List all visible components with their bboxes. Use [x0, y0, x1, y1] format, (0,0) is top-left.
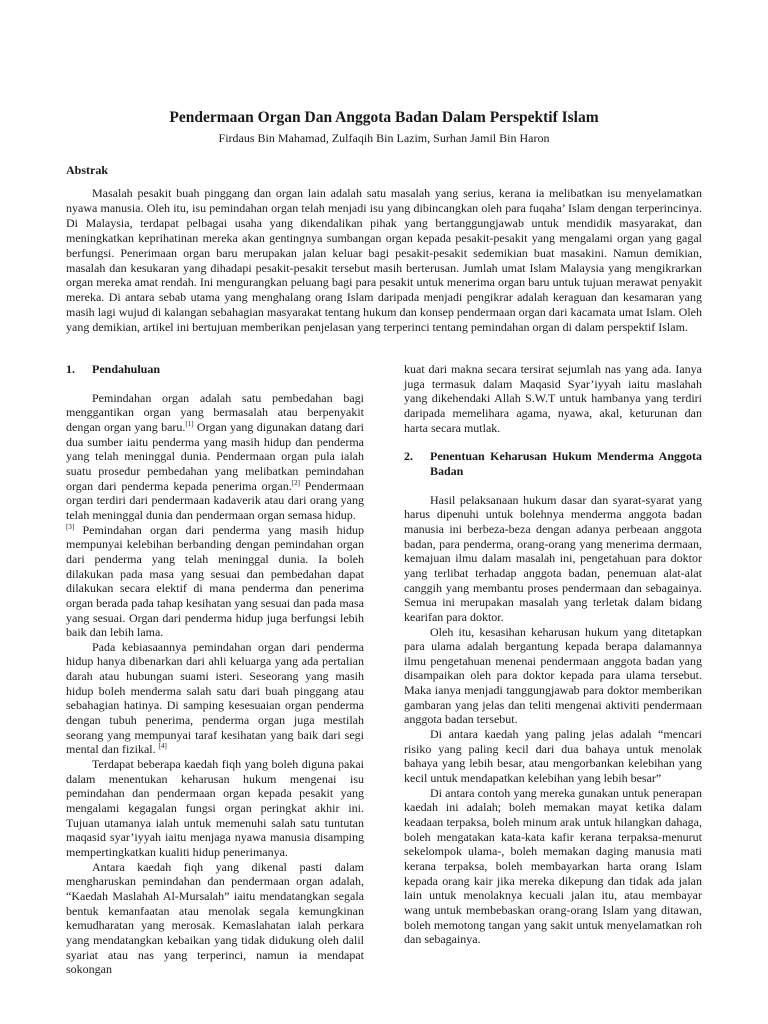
section-1-title: Pendahuluan	[92, 362, 161, 376]
section-1-number: 1.	[66, 362, 75, 376]
body-columns	[66, 362, 702, 977]
paper-header	[66, 108, 702, 335]
section-1-paragraph-3: Terdapat beberapa kaedah fiqh yang boleh diguna pakai dalam menentukan keharusan hukum mengenai isu pemindahan dan pendermaan organ kepada pesakit yang mengalami kegagalan fungsi organ peringkat akhir ini. Tujuan utamanya ialah untuk memenuhi salah satu tuntutan maqasid syar’iyyah iaitu menjaga nyawa manusia disamping mempertingkatkan kualiti hidup penerimanya.	[66, 757, 364, 859]
section-2-paragraph-4: Di antara contoh yang mereka gunakan untuk penerapan kaedah ini adalah; boleh memakan mayat ketika dalam keadaan terpaksa, boleh minum arak untuk hilangkan dahaga, boleh mengatakan kata-kata kafir kerana terpaksa-menurut sekelompok ulama-, boleh memakan daging manusia mati kerana terpaksa, boleh membayarkan harta orang Islam kepada orang kair jika mereka dikepung dan tidak ada jalan lain untuk menolaknya kecuali jalan itu, atau membayar wang untuk membebaskan orang-orang Islam yang ditawan, boleh memotong tangan yang sakit untuk menyelamatkan roh dan sebagainya.	[404, 785, 702, 947]
section-2-paragraph-2: Oleh itu, kesasihan keharusan hukum yang ditetapkan para ulama adalah bergantung kepada berapa dalamannya ilmu pengetahuan menenai pendermaan anggota badan yang disampaikan oleh para doktor kepada para ulama tersebut. Maka ianya menjadi tanggungjawab para doktor memberikan gambaran yang jelas dan teliti mengenai aktiviti pendermaan anggota badan tersebut.	[404, 624, 702, 727]
text-run: Organ yang digunakan datang dari dua sumber iaitu penderma yang masih hidup dan penderma yang telah meninggal dunia. Pendermaan organ pula ialah suatu prosedur pembedahan yang melibatkan pemindahan organ dari penderma kepada penerima organ.	[66, 419, 364, 493]
left-column	[66, 362, 364, 977]
section-1-paragraph-2	[66, 640, 364, 757]
section-1-paragraph-4: Antara kaedah fiqh yang dikenal pasti dalam mengharuskan pemindahan dan pendermaan organ adalah, “Kaedah Maslahah Al-Mursalah” iaitu mendatangkan segala bentuk kemanfaatan atau menolak segala kemungkinan kemudharatan yang merosak. Kemaslahatan ialah perkara yang mendatangkan kebaikan yang tidak didukung oleh dalil syariat atau nas yang terperinci, namun ia mendapat sokongan	[66, 859, 364, 977]
section-1-heading	[66, 362, 364, 377]
text-run: Pemindahan organ dari penderma yang masih hidup mempunyai kelebihan berbanding dengan pemindahan organ dari penderma yang telah meninggal dunia. Ia boleh dilakukan pada masa yang sesuai dan pembedahan dapat dilakukan secara elektif di mana penderma dan penerima organ berada pada tahap kesihatan yang sesuai dan pada masa yang sesuai. Organ dari penderma hidup juga berfungsi lebih baik dan lebih lama.	[66, 522, 364, 640]
text-run: Pada kebiasaannya pemindahan organ dari penderma hidup hanya dibenarkan dari ahli keluarga yang ada pertalian darah atau hubungan suami isteri. Seseorang yang masih hidup boleh menderma salah satu dari buah pinggang atau sebahagian hatinya. Di samping kesesuaian organ penderma dengan tubuh penerima, penderma organ juga mestilah seorang yang mempunyai taraf kesihatan yang baik dari segi mental dan fizikal.	[66, 639, 364, 757]
citation-ref: [3]	[66, 522, 75, 531]
abstract-heading: Abstrak	[66, 163, 109, 177]
section-2-paragraph-1: Hasil pelaksanaan hukum dasar dan syarat-syarat yang harus dipenuhi untuk bolehnya menderma anggota badan manusia ini berbeza-beza dengan adanya perbeaan anggota badan, para penderma, orang-orang yang menerima dermaan, kemajuan ilmu dalam masalah ini, pengetahuan para doktor yang terlibat terhadap anggota badan, penemuan alat-alat canggih yang membantu proses pendermaan dan sebagainya. Semua ini merupakan masalah yang terletak dalam bidang kearifan para doktor.	[404, 492, 702, 624]
section-2-number: 2.	[404, 449, 413, 464]
section-2-title: Penentuan Keharusan Hukum Menderma Anggota Badan	[430, 449, 702, 478]
paper-authors: Firdaus Bin Mahamad, Zulfaqih Bin Lazim, Surhan Jamil Bin Haron	[218, 131, 550, 145]
text-run: Pemindahan organ adalah satu pembedahan bagi menggantikan organ yang bermasalah atau berpenyakit dengan organ yang baru.	[66, 390, 364, 434]
right-column	[404, 362, 702, 977]
section-1-paragraph-1	[66, 391, 364, 640]
citation-ref: [4]	[158, 742, 167, 751]
section-2-heading	[404, 449, 702, 478]
paper-title: Pendermaan Organ Dan Anggota Badan Dalam Perspektif Islam	[169, 109, 599, 126]
section-1-paragraph-4-continued: kuat dari makna secara tersirat sejumlah nas yang ada. Ianya juga termasuk dalam Maqasid Syar’iyyah iaitu maslahah yang dikehendaki Allah S.W.T untuk hambanya yang terdiri daripada memelihara agama, nyawa, akal, keturunan dan harta secara mutlak.	[404, 362, 702, 435]
citation-ref: [1]	[185, 419, 194, 428]
citation-ref: [2]	[291, 478, 300, 487]
section-2-paragraph-3: Di antara kaedah yang paling jelas adalah “mencari risiko yang paling kecil dari dua bahaya untuk menolak bahaya yang lebih besar, atau mengorbankan kelebihan yang kecil untuk mendapatkan kelebihan yang lebih besar”	[404, 727, 702, 786]
abstract-text: Masalah pesakit buah pinggang dan organ lain adalah satu masalah yang serius, kerana ia melibatkan isu menyelamatkan nyawa manusia. Oleh itu, isu pemindahan organ telah menjadi isu yang dibincangkan oleh para fuqaha’ Islam dengan terperincinya. Di Malaysia, terdapat pelbagai usaha yang dikendalikan pihak yang bertanggungjawab untuk mendidik masyarakat, dan meningkatkan keprihatinan mereka akan gentingnya sumbangan organ kepada pesakit-pesakit yang mengalami organ yang gagal berfungsi. Penerimaan organ baru merupakan jalan keluar bagi pesakit-pesakit sedemikian buat masakini. Namun demikian, masalah dan kesukaran yang dihadapi pesakit-pesakit tersebut masih berterusan. Jumlah umat Islam Malaysia yang mengikrarkan organ mereka amat rendah. Ini mengurangkan peluang bagi para pesakit untuk menerima organ baru untuk tujuan merawat penyakit mereka. Di antara sebab utama yang menghalang orang Islam daripada menjadi pengikrar adalah keraguan dan kesamaran yang masih lagi wujud di kalangan sebahagian masyarakat tentang hukum dan konsep pendermaan organ dari kacamata umat Islam. Oleh yang demikian, artikel ini bertujuan memberikan penjelasan yang terperinci tentang pemindahan organ di dalam perspektif Islam.	[66, 186, 702, 335]
text-run: Pendermaan organ terdiri dari pendermaan kadaverik atau dari orang yang telah meninggal dunia dan pendermaan organ semasa hidup.	[66, 478, 365, 522]
